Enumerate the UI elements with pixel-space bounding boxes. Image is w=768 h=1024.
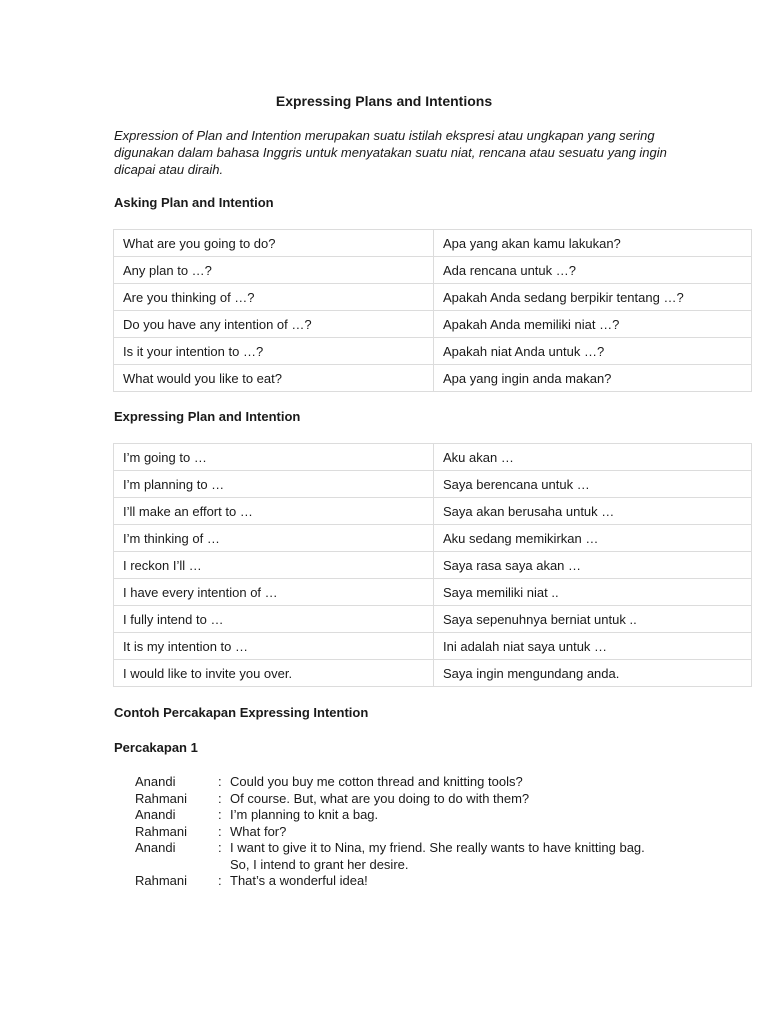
table-row [114,633,752,660]
dialog-text: I want to give it to Nina, my friend. She really wants to have knitting bag. So, I intend to grant her desire. [230,840,645,872]
table-row [114,552,752,579]
phrase-id: Ini adalah niat saya untuk … [434,633,752,660]
dialog-line [135,840,665,873]
colon-separator: : [218,873,222,888]
table-row [114,311,752,338]
table-row [114,498,752,525]
phrase-en: It is my intention to … [114,633,434,660]
phrase-en: Are you thinking of …? [114,284,434,311]
table-row [114,230,752,257]
colon-separator: : [218,790,222,806]
asking-table [113,229,752,392]
table-row [114,471,752,498]
phrase-id: Saya berencana untuk … [434,471,752,498]
phrase-en: What are you going to do? [114,230,434,257]
dialog-line [135,807,665,824]
table-row [114,444,752,471]
table-row [114,525,752,552]
phrase-en: I have every intention of … [114,579,434,606]
table-row [114,284,752,311]
phrase-en: I’ll make an effort to … [114,498,434,525]
phrase-en: I’m planning to … [114,471,434,498]
phrase-en: I’m going to … [114,444,434,471]
dialog-text: That’s a wonderful idea! [230,873,368,888]
intro-paragraph: Expression of Plan and Intention merupakan suatu istilah ekspresi atau ungkapan yang sering digunakan dalam bahasa Inggris untuk menyatakan suatu niat, rencana atau sesuatu yang ingin dicapai atau diraih. [114,128,667,177]
dialog-line [135,873,665,890]
phrase-en: I would like to invite you over. [114,660,434,687]
phrase-en: I fully intend to … [114,606,434,633]
table-row [114,660,752,687]
dialog-text: Of course. But, what are you doing to do with them? [230,790,530,806]
speaker-name: Rahmani [135,823,188,839]
table-row [114,579,752,606]
dialog-text: I’m planning to knit a bag. [230,807,379,822]
phrase-id: Apakah Anda memiliki niat …? [434,311,752,338]
phrase-en: I reckon I’ll … [114,552,434,579]
phrase-id: Saya rasa saya akan … [434,552,752,579]
phrase-id: Apa yang ingin anda makan? [434,365,752,392]
dialog-text: What for? [230,823,287,839]
phrase-id: Saya ingin mengundang anda. [434,660,752,687]
table-row [114,257,752,284]
dialog-line [135,774,665,791]
phrase-id: Apa yang akan kamu lakukan? [434,230,752,257]
speaker-name: Rahmani [135,873,188,888]
phrase-en: Is it your intention to …? [114,338,434,365]
phrase-id: Saya memiliki niat .. [434,579,752,606]
speaker-name: Anandi [135,840,176,855]
conversation-dialog [135,774,665,890]
colon-separator: : [218,774,222,789]
expressing-table [113,443,752,687]
example-heading: Contoh Percakapan Expressing Intention [114,705,369,720]
table-row [114,338,752,365]
phrase-id: Saya akan berusaha untuk … [434,498,752,525]
phrase-en: I’m thinking of … [114,525,434,552]
asking-heading: Asking Plan and Intention [114,195,274,210]
table-row [114,365,752,392]
colon-separator: : [218,807,222,822]
table-row [114,606,752,633]
speaker-name: Rahmani [135,790,188,806]
speaker-name: Anandi [135,774,176,789]
phrase-en: Do you have any intention of …? [114,311,434,338]
conversation-heading: Percakapan 1 [114,740,198,755]
phrase-id: Apakah niat Anda untuk …? [434,338,752,365]
dialog-line [135,824,665,841]
phrase-en: Any plan to …? [114,257,434,284]
phrase-id: Aku sedang memikirkan … [434,525,752,552]
speaker-name: Anandi [135,807,176,822]
phrase-id: Apakah Anda sedang berpikir tentang …? [434,284,752,311]
colon-separator: : [218,840,222,855]
phrase-id: Ada rencana untuk …? [434,257,752,284]
phrase-id: Saya sepenuhnya berniat untuk .. [434,606,752,633]
dialog-line [135,791,665,808]
page-title: Expressing Plans and Intentions [275,93,493,109]
dialog-text: Could you buy me cotton thread and knitting tools? [230,774,523,789]
colon-separator: : [218,823,222,839]
phrase-en: What would you like to eat? [114,365,434,392]
expressing-heading: Expressing Plan and Intention [114,409,301,424]
phrase-id: Aku akan … [434,444,752,471]
